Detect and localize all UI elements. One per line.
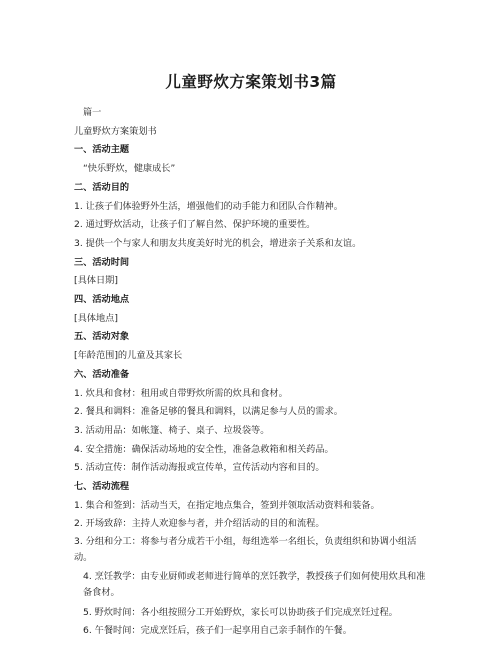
section-heading: 四、活动地点 — [74, 294, 130, 306]
paragraph-line: 2. 餐具和调料：准备足够的餐具和调料，以满足参与人员的需求。 — [74, 406, 343, 418]
paragraph-line: 2. 开场致辞：主持人欢迎参与者，并介绍活动的目的和流程。 — [74, 518, 325, 530]
paragraph-line: [年龄范围]的儿童及其家长 — [74, 350, 183, 362]
paragraph-line: 4. 烹饪教学：由专业厨师或老师进行简单的烹饪教学，教授孩子们如何使用炊具和准备食材。 — [83, 570, 426, 598]
paragraph-line: 5. 活动宣传：制作活动海报或宣传单，宣传活动内容和目的。 — [74, 462, 325, 474]
paragraph-line: 5. 野炊时间：各小组按照分工开始野炊，家长可以协助孩子们完成烹饪过程。 — [83, 606, 398, 618]
section-heading: 六、活动准备 — [74, 368, 130, 380]
paragraph-line: 篇一 — [83, 107, 102, 118]
paragraph-line: [具体日期] — [74, 275, 118, 287]
paragraph-line: 3. 提供一个与家人和朋友共度美好时光的机会，增进亲子关系和友谊。 — [74, 237, 362, 249]
section-heading: 七、活动流程 — [74, 481, 130, 493]
section-heading: 三、活动时间 — [74, 256, 130, 268]
paragraph-line: 1. 集合和签到：活动当天，在指定地点集合，签到并领取活动资料和装备。 — [74, 499, 380, 511]
section-heading: 一、活动主题 — [74, 144, 130, 156]
section-heading: 五、活动对象 — [74, 331, 130, 343]
paragraph-line: 3. 分组和分工：将参与者分成若干小组，每组选举一名组长，负责组织和协调小组活动。 — [74, 536, 417, 564]
paragraph-line: 1. 炊具和食材：租用或自带野炊所需的炊具和食材。 — [74, 387, 288, 399]
section-heading: 二、活动目的 — [74, 181, 130, 193]
paragraph-line: 儿童野炊方案策划书 — [74, 125, 157, 137]
paragraph-line: 1. 让孩子们体验野外生活，增强他们的动手能力和团队合作精神。 — [74, 200, 343, 212]
paragraph-line: 3. 活动用品：如帐篷、椅子、桌子、垃圾袋等。 — [74, 424, 270, 436]
paragraph-line: 2. 通过野炊活动，让孩子们了解自然、保护环境的重要性。 — [74, 219, 316, 231]
document-title: 儿童野炊方案策划书3篇 — [165, 73, 337, 91]
paragraph-line: 4. 安全措施：确保活动场地的安全性，准备急救箱和相关药品。 — [74, 443, 334, 455]
paragraph-line: [具体地点] — [74, 312, 118, 324]
paragraph-line: “快乐野炊，健康成长” — [83, 163, 176, 175]
paragraph-line: 6. 午餐时间：完成烹饪后，孩子们一起享用自己亲手制作的午餐。 — [83, 625, 352, 637]
document-body — [74, 104, 428, 641]
